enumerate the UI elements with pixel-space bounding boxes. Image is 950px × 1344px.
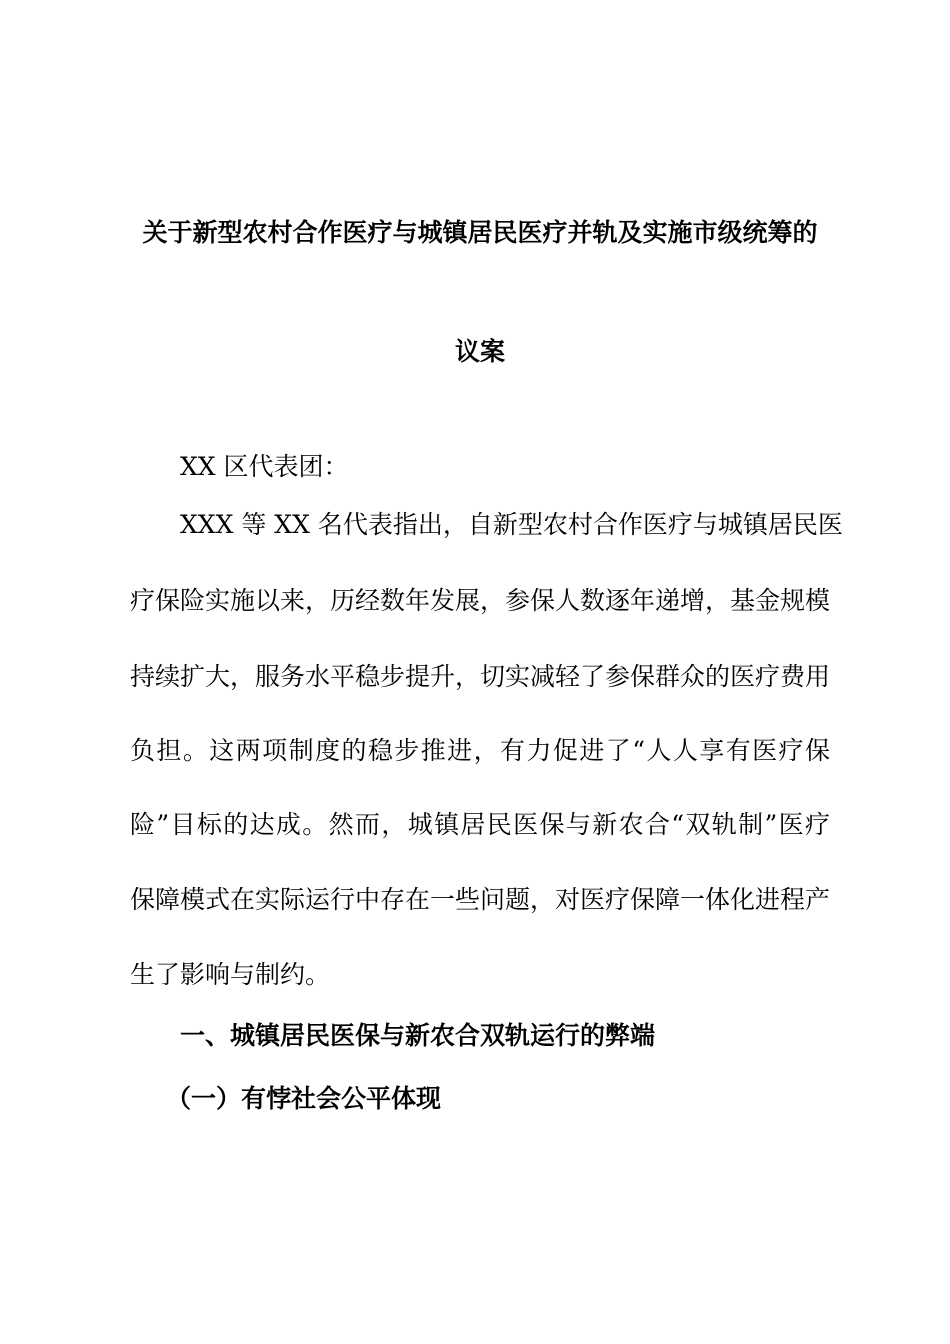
document-title-line-1: 关于新型农村合作医疗与城镇居民医疗并轨及实施市级统筹的 <box>142 218 818 247</box>
body-line: 险”目标的达成。然而，城镇居民医保与新农合“双轨制”医疗 <box>130 810 830 839</box>
body-line: XXX 等 XX 名代表指出，自新型农村合作医疗与城镇居民医 <box>180 510 843 539</box>
body-line: 疗保险实施以来，历经数年发展，参保人数逐年递增，基金规模 <box>130 586 831 615</box>
document-title-line-2: 议案 <box>454 337 505 366</box>
salutation: XX 区代表团： <box>180 452 349 481</box>
body-line: 负担。这两项制度的稳步推进，有力促进了“人人享有医疗保 <box>130 736 830 765</box>
body-line: 保障模式在实际运行中存在一些问题，对医疗保障一体化进程产 <box>130 885 831 914</box>
body-line: 持续扩大，服务水平稳步提升，切实减轻了参保群众的医疗费用 <box>130 662 831 691</box>
section-heading-1: 一、城镇居民医保与新农合双轨运行的弊端 <box>180 1021 656 1050</box>
section-heading-2: （一）有悖社会公平体现 <box>166 1084 442 1113</box>
body-line: 生了影响与制约。 <box>130 960 331 989</box>
